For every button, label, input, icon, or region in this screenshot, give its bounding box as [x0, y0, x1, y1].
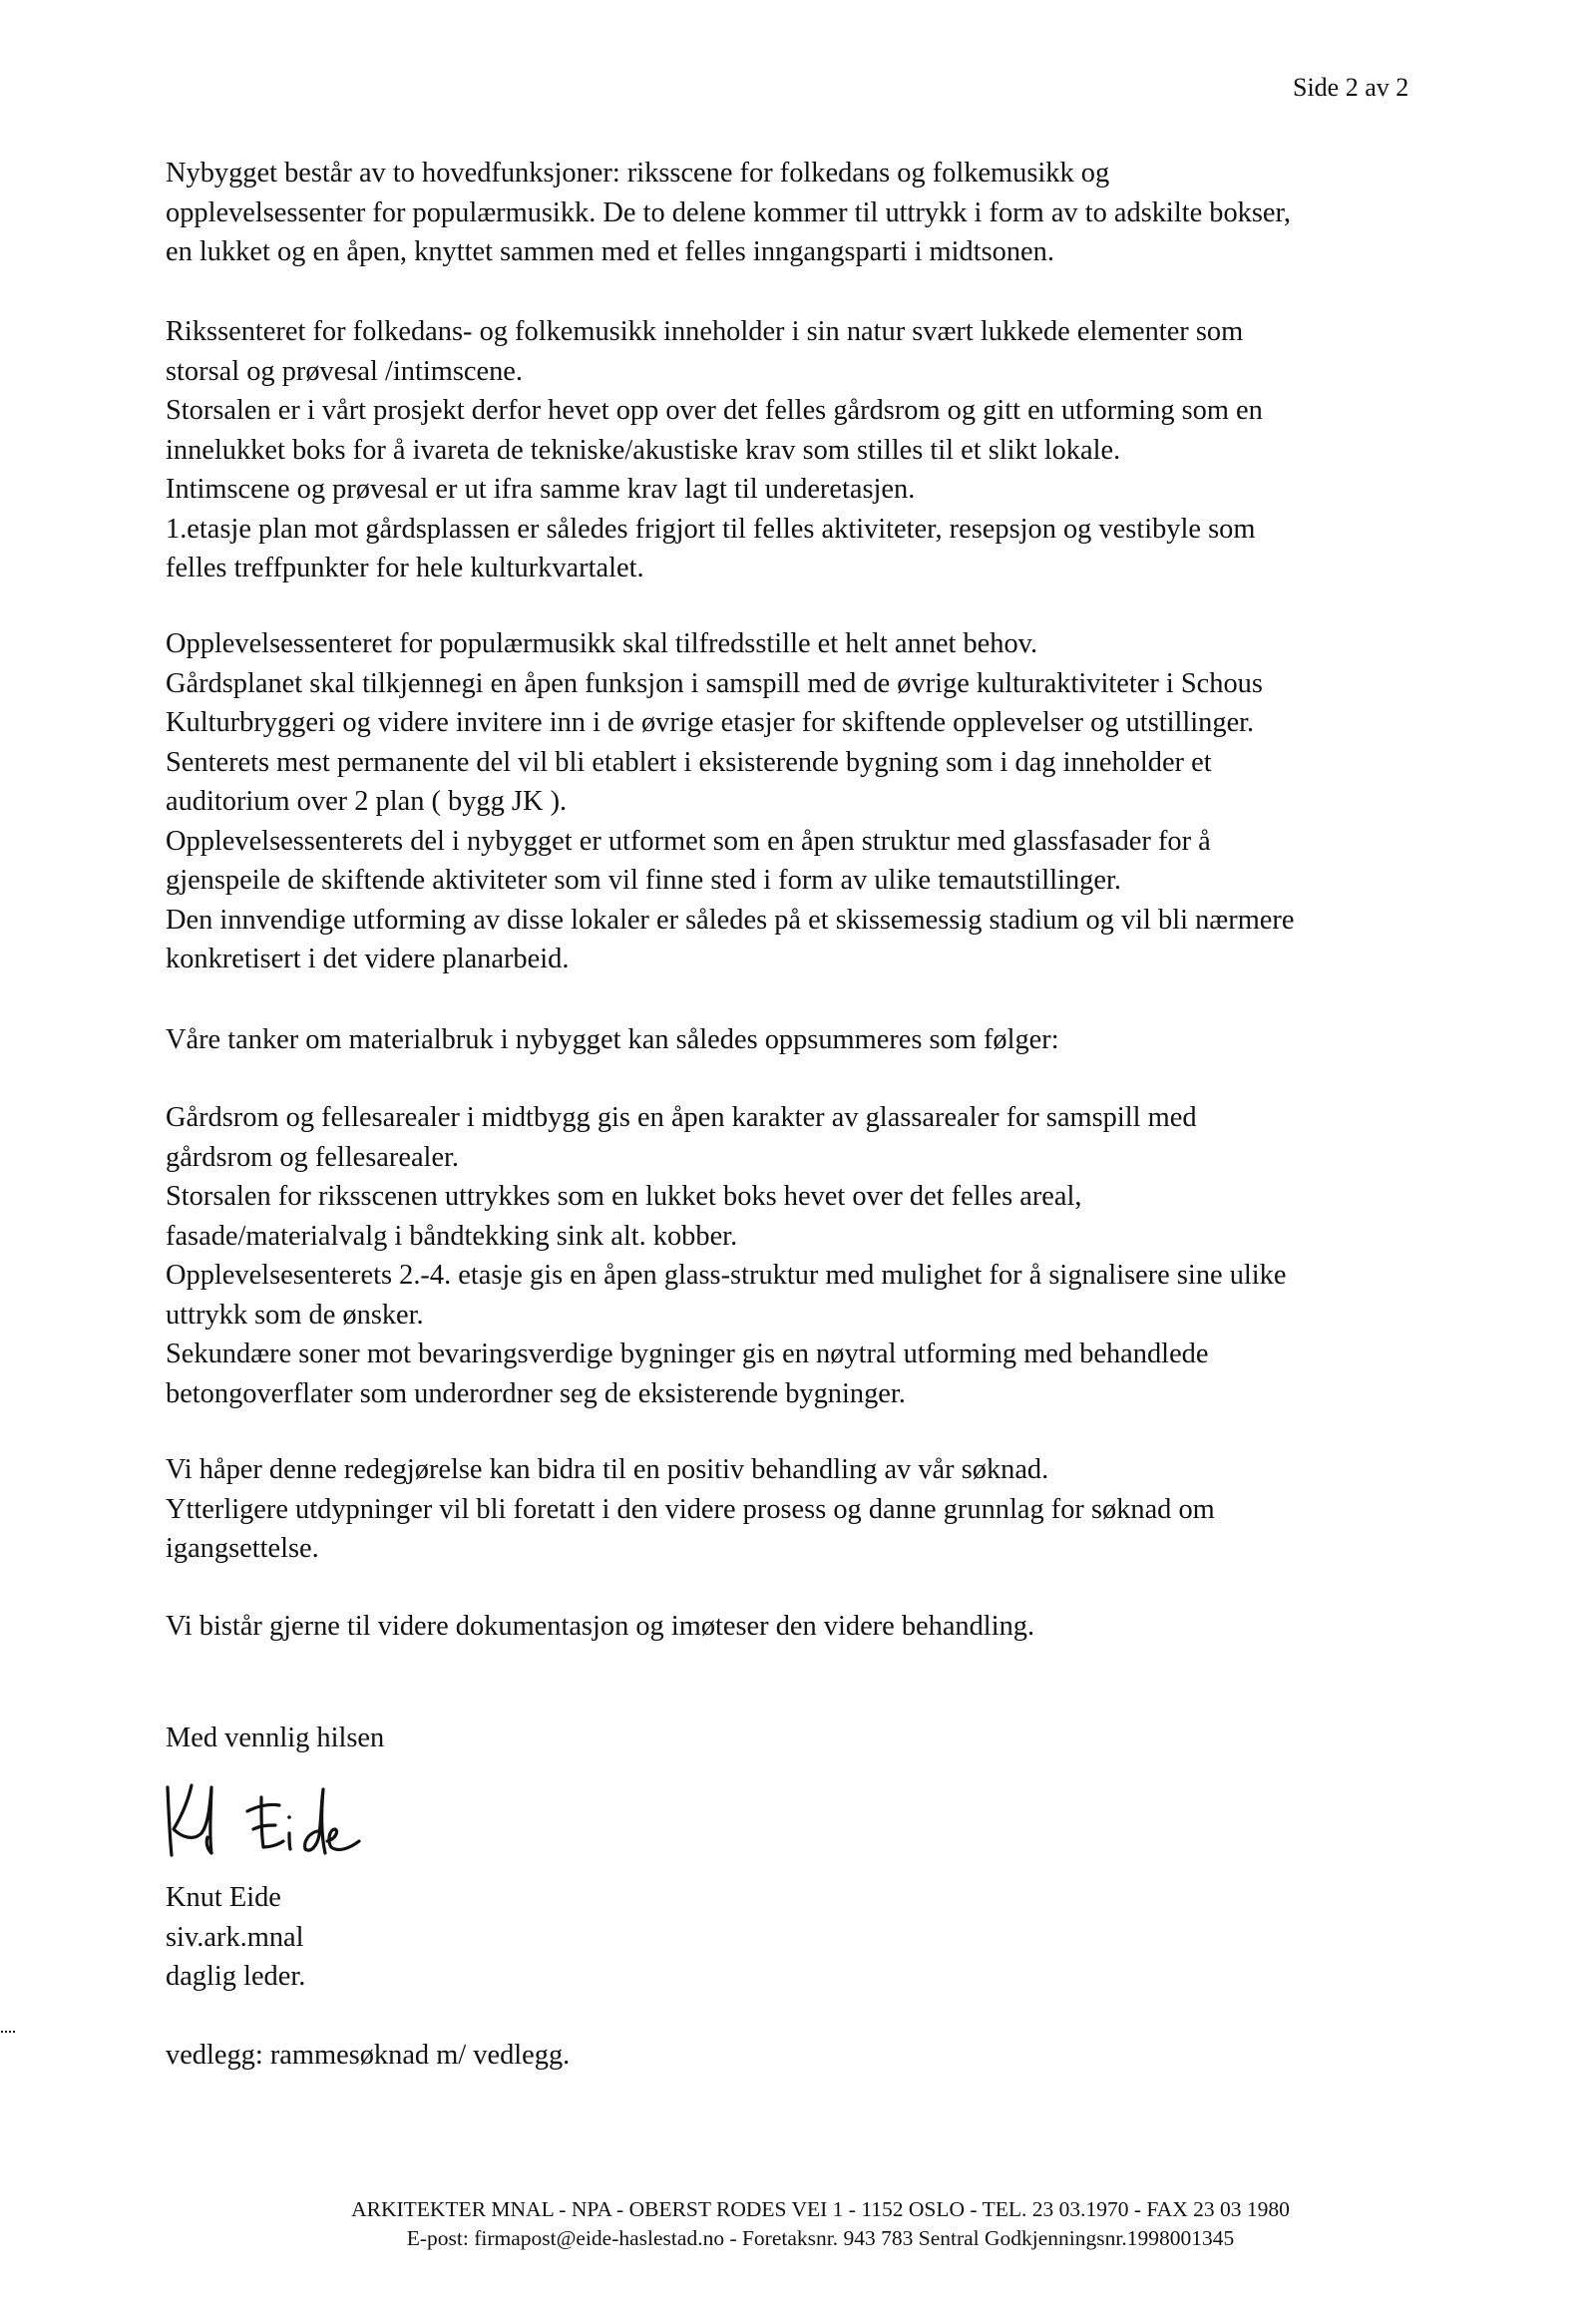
signature-stroke	[327, 1829, 359, 1849]
paragraph-hope	[166, 1450, 1562, 1569]
signer-block	[166, 1878, 305, 1997]
text-line: Rikssenteret for folkedans- og folkemusikk inneholder i sin natur svært lukkede elementer som	[166, 316, 1244, 347]
paragraph-documentation	[166, 1607, 1562, 1647]
text-line: Kulturbryggeri og videre invitere inn i de øvrige etasjer for skiftende opplevelser og utstillinger.	[166, 707, 1255, 738]
text-line: Nybygget består av to hovedfunksjoner: riksscene for folkedans og folkemusikk og	[166, 158, 1110, 189]
text-line: gårdsrom og fellesarealer.	[166, 1141, 460, 1173]
signature-dot	[287, 1815, 291, 1819]
paragraph-materialbruk	[166, 1098, 1562, 1413]
text-line: opplevelsessenter for populærmusikk. De to delene kommer til uttrykk i form av to adskilte bokser,	[166, 196, 1291, 228]
text-line: felles treffpunkter for hele kulturkvartalet.	[166, 553, 644, 583]
text-line: Senterets mest permanente del vil bli etablert i eksisterende bygning som i dag inneholder et	[166, 746, 1212, 778]
handwritten-signature	[150, 1775, 389, 1875]
signature-stroke	[247, 1804, 279, 1811]
text-line: storsal og prøvesal /intimscene.	[166, 355, 523, 387]
footer-address: ARKITEKTER MNAL - NPA - OBERST RODES VEI 1 - 1152 OSLO - TEL. 23 03.1970 - FAX 23 03 1980	[351, 2197, 1290, 2221]
text-line: Sekundære soner mot bevaringsverdige bygninger gis en nøytral utforming med behandlede	[166, 1339, 1209, 1369]
text-line: Ytterligere utdypninger vil bli foretatt i den videre prosess og danne grunnlag for søknad om	[166, 1493, 1215, 1525]
text-line: Intimscene og prøvesal er ut ifra samme krav lagt til underetasjen.	[166, 474, 916, 505]
text-line: Våre tanker om materialbruk i nybygget kan således oppsummeres som følger:	[166, 1024, 1059, 1055]
text-line: Gårdsrom og fellesarealer i midtbygg gis en åpen karakter av glassarealer for samspill med	[166, 1102, 1197, 1133]
text-line: betongoverflater som underordner seg de eksisterende bygninger.	[166, 1377, 906, 1409]
signer-role: daglig leder.	[166, 1961, 306, 1992]
text-line: Gårdsplanet skal tilkjennegi en åpen funksjon i samspill med de øvrige kulturaktiviteter i Schous	[166, 667, 1263, 699]
text-line: konkretisert i det videre planarbeid.	[166, 944, 570, 974]
text-line: fasade/materialvalg i båndtekking sink alt. kobber.	[166, 1220, 738, 1252]
scan-mark	[1, 2031, 15, 2033]
text-line: gjenspeile de skiftende aktiviteter som vil finne sted i form av ulike temautstillinger.	[166, 865, 1121, 896]
closing-salutation	[166, 1719, 1562, 1758]
footer-contact: E-post: firmapost@eide-haslestad.no - Foretaksnr. 943 783 Sentral Godkjenningsnr.1998001345	[406, 2226, 1235, 2250]
text-line: en lukket og en åpen, knyttet sammen med et felles inngangsparti i midtsonen.	[166, 236, 1054, 267]
signature-stroke	[253, 1825, 275, 1829]
text-line: Storsalen for riksscenen uttrykkes som en lukket boks hevet over det felles areal,	[166, 1181, 1082, 1212]
text-line: Storsalen er i vårt prosjekt derfor hevet opp over det felles gårdsrom og gitt en utforming som en	[166, 395, 1263, 426]
paragraph-intro	[166, 154, 1562, 272]
signer-title: siv.ark.mnal	[166, 1921, 304, 1953]
signature-stroke	[168, 1787, 172, 1855]
paragraph-rikssenter	[166, 312, 1562, 588]
page-indicator: Side 2 av 2	[1293, 73, 1409, 102]
text-line: Vi bistår gjerne til videre dokumentasjon og imøteser den videre behandling.	[166, 1611, 1035, 1642]
text-line: igangsettelse.	[166, 1533, 319, 1564]
text-line: auditorium over 2 plan ( bygg JK ).	[166, 786, 568, 817]
text-line: Den innvendige utforming av disse lokaler er således på et skissemessig stadium og vil bli nærmere	[166, 904, 1295, 936]
text-line: uttrykk som de ønsker.	[166, 1299, 424, 1331]
signature-stroke	[305, 1789, 325, 1853]
text-line: Opplevelsessenteret for populærmusikk skal tilfredsstille et helt annet behov.	[166, 628, 1038, 659]
attachment-note	[166, 2036, 1562, 2076]
closing-text: Med vennlig hilsen	[166, 1723, 385, 1753]
signer-name: Knut Eide	[166, 1882, 281, 1913]
text-line: innelukket boks for å ivareta de tekniske/akustiske krav som stilles til et slikt lokale.	[166, 434, 1121, 466]
text-line: Vi håper denne redegjørelse kan bidra til en positiv behandling av vår søknad.	[166, 1454, 1049, 1485]
attachment-text: vedlegg: rammesøknad m/ vedlegg.	[166, 2040, 571, 2071]
text-line: 1.etasje plan mot gårdsplassen er således frigjort til felles aktiviteter, resepsjon og vestibyle som	[166, 513, 1256, 545]
signature-stroke	[289, 1833, 290, 1849]
text-line: Opplevelsesenterets 2.-4. etasje gis en åpen glass-struktur med mulighet for å signalisere sine ulike	[166, 1260, 1287, 1291]
signature-stroke	[174, 1785, 211, 1853]
paragraph-materialbruk-intro	[166, 1020, 1562, 1060]
text-line: Opplevelsessenterets del i nybygget er utformet som en åpen struktur med glassfasader for å	[166, 825, 1211, 857]
paragraph-opplevelsessenter	[166, 624, 1562, 979]
